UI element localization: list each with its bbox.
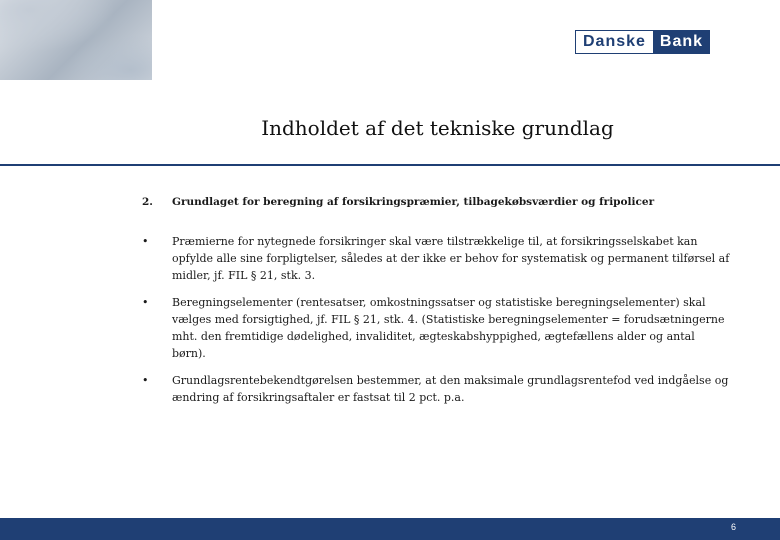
footer-bar (0, 518, 780, 540)
page-number: 6 (730, 522, 736, 532)
bullet-text: Beregningselementer (rentesatser, omkostningssatser og statistiske beregningselementer) skal vælges med forsigtighed, jf. FIL § 21, stk. 4. (Statistiske beregningselementer = forudsætningerne mht. den fremtidige dødelighed, invaliditet, ægteskabshyppighed, ægtefællens alder og antal børn). (172, 296, 725, 360)
bullet-mark: • (142, 374, 149, 387)
bullet-item (142, 294, 732, 362)
bullet-item (142, 372, 732, 406)
bullet-mark: • (142, 235, 149, 248)
bullet-text: Præmierne for nytegnede forsikringer skal være tilstrækkelige til, at forsikringsselskabet kan opfylde alle sine forpligtelser, således at der ikke er behov for systematisk og permanent tilførsel af midler, jf. FIL § 21, stk. 3. (172, 235, 730, 282)
section-heading (142, 194, 732, 211)
logo-left-word: Danske (576, 31, 654, 53)
header-photo (0, 0, 152, 80)
danske-bank-logo (575, 30, 710, 54)
section-number: 2. (142, 196, 153, 208)
title-divider (0, 164, 780, 166)
slide-content (142, 194, 732, 416)
header-band (0, 0, 780, 80)
bullet-text: Grundlagsrentebekendtgørelsen bestemmer, at den maksimale grundlagsrentefod ved indgåelse og ændring af forsikringsaftaler er fastsat til 2 pct. p.a. (172, 374, 729, 404)
bullet-item (142, 233, 732, 284)
slide-title: Indholdet af det tekniske grundlag (261, 116, 614, 140)
section-heading-text: Grundlaget for beregning af forsikringspræmier, tilbagekøbsværdier og fripolicer (172, 196, 655, 208)
bullet-mark: • (142, 296, 149, 309)
logo-right-word: Bank (654, 31, 709, 53)
